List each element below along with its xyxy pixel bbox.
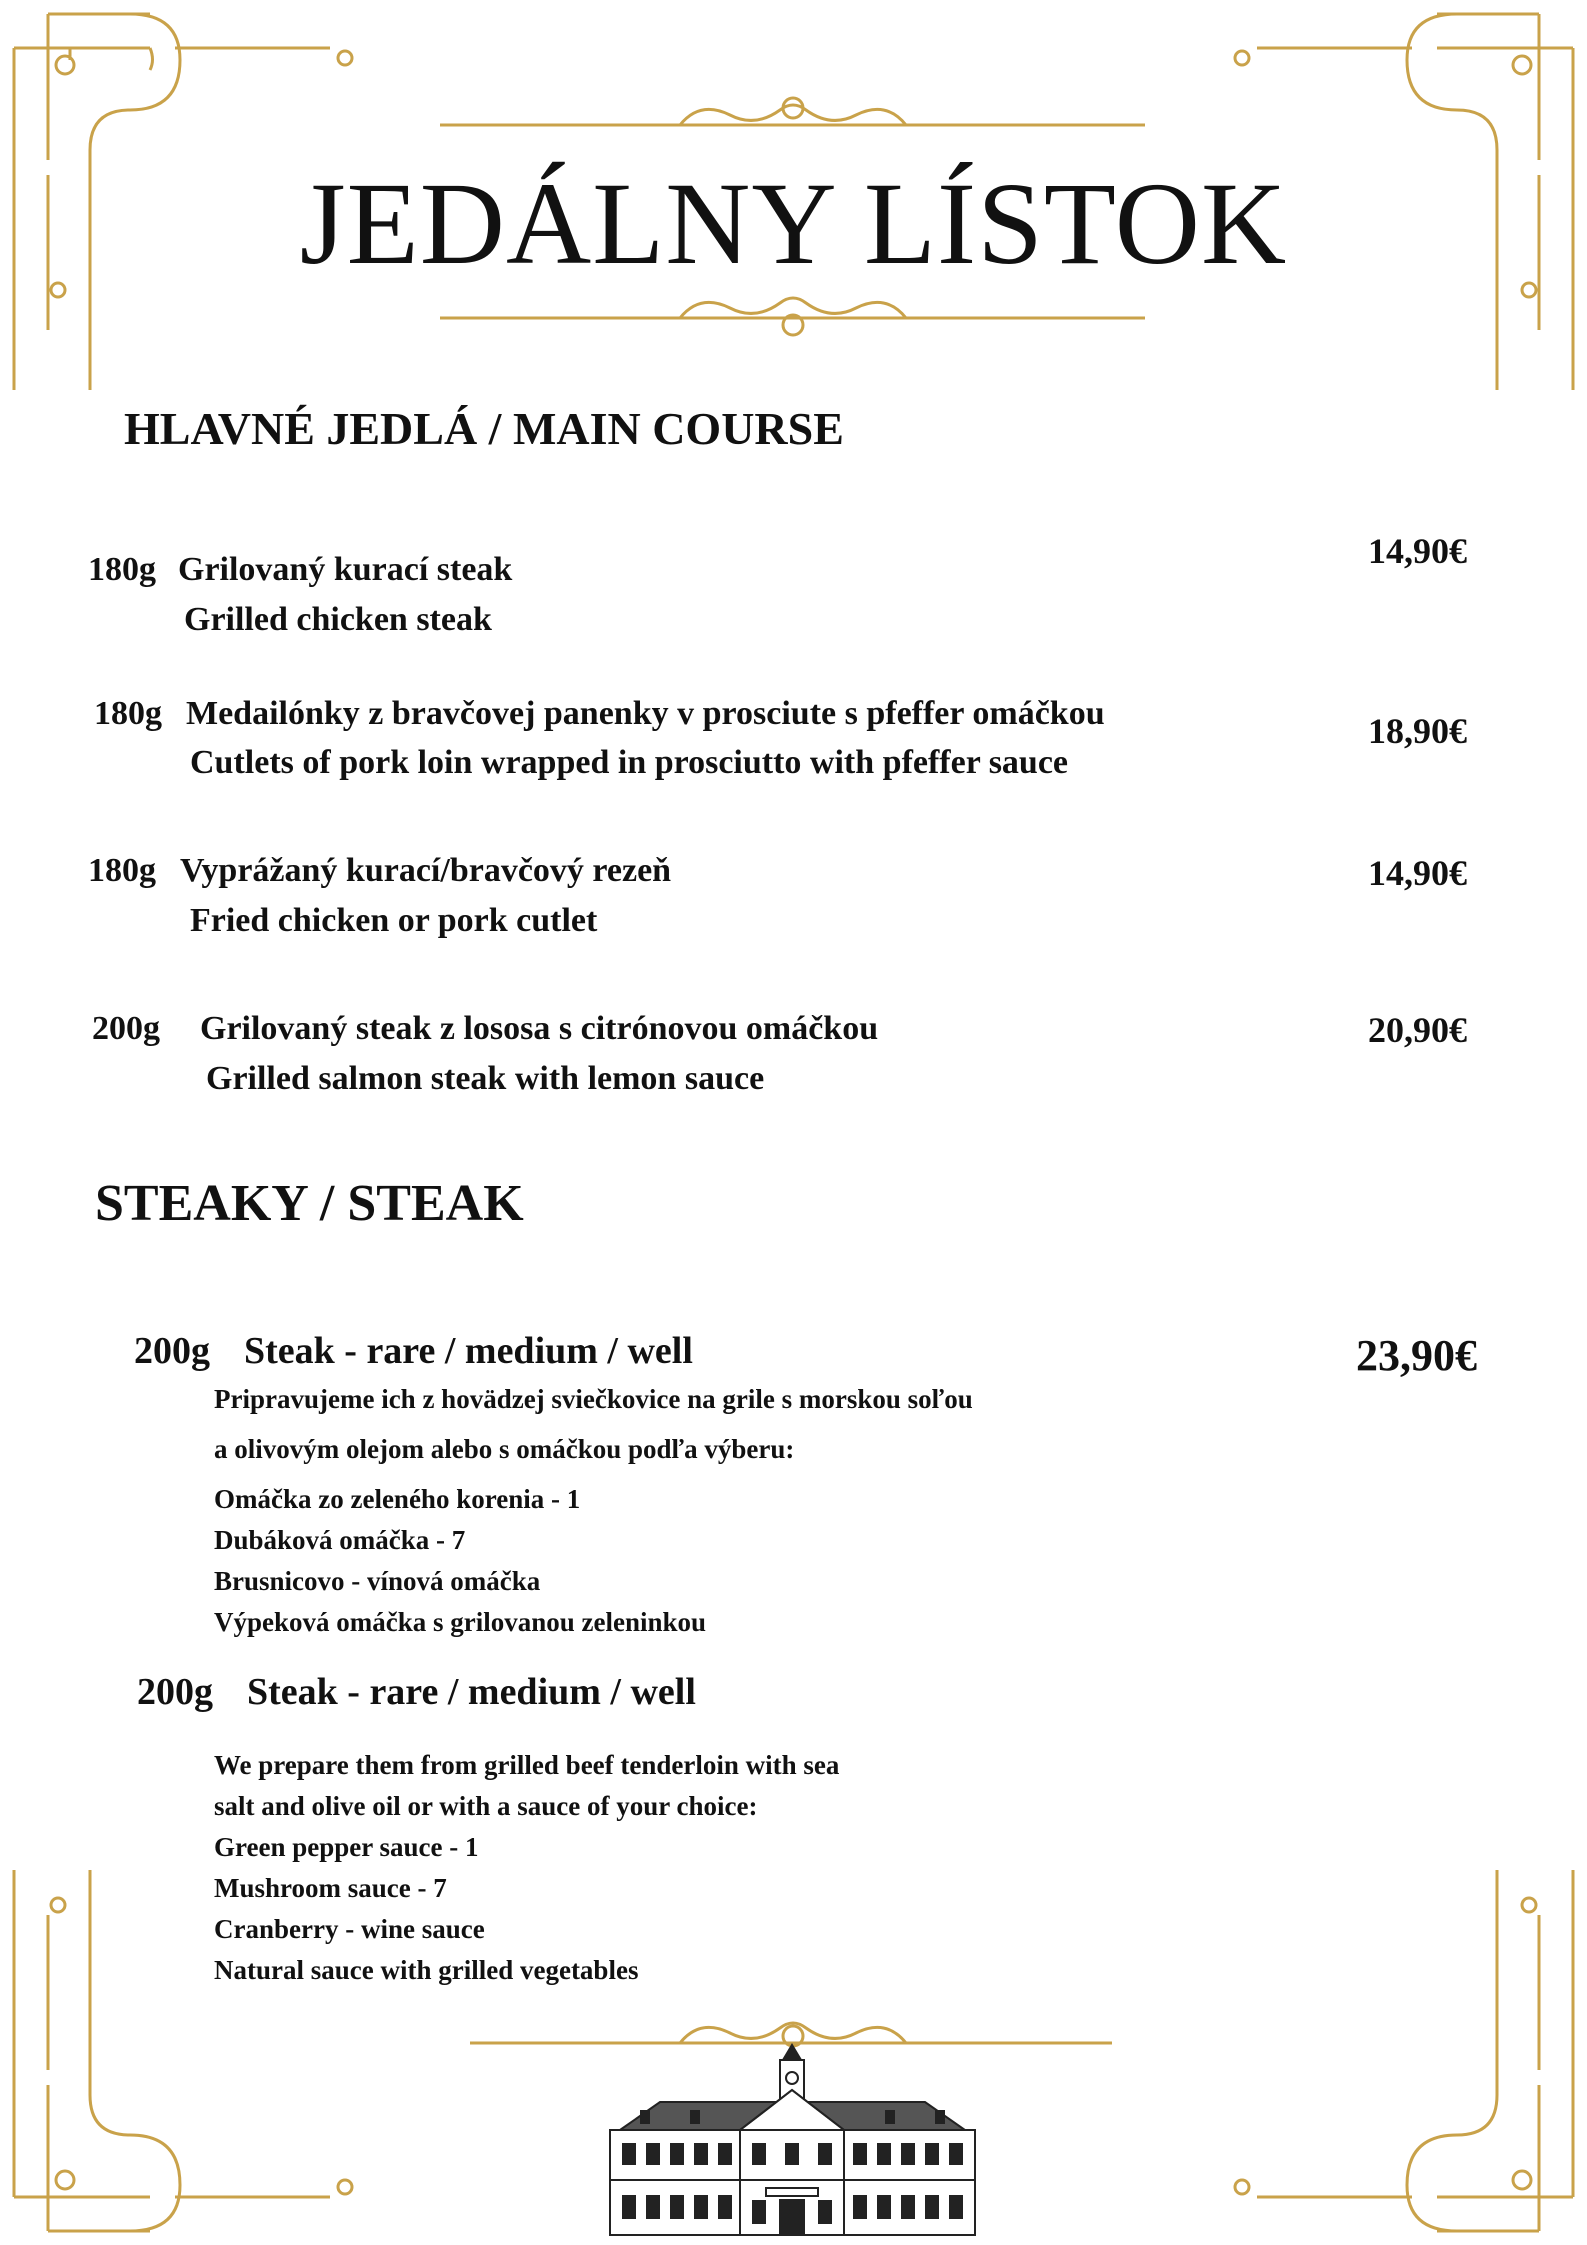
steak-name-sk: Steak - rare / medium / well <box>244 1330 693 1372</box>
steak-weight-en: 200g <box>137 1671 213 1713</box>
steak-sauce-line: Brusnicovo - vínová omáčka <box>214 1566 541 1596</box>
steak-sauce-line: Cranberry - wine sauce <box>214 1914 485 1944</box>
section-heading-steak: STEAKY / STEAK <box>95 1175 524 1232</box>
steak-name-en: Steak - rare / medium / well <box>247 1671 696 1713</box>
item-price: 14,90€ <box>1368 853 1467 893</box>
chateau-illustration-icon <box>600 2040 985 2240</box>
item-name-en: Grilled chicken steak <box>184 601 492 638</box>
steak-sauce-line: Výpeková omáčka s grilovanou zeleninkou <box>214 1607 707 1637</box>
steak-sauce-line: Mushroom sauce - 7 <box>214 1873 447 1903</box>
steak-sauce-line: Dubáková omáčka - 7 <box>214 1525 466 1555</box>
item-weight: 180g <box>88 852 156 889</box>
item-name-sk: Vyprážaný kurací/bravčový rezeň <box>180 852 672 889</box>
item-price: 14,90€ <box>1368 531 1467 571</box>
steak-sauce-line: Omáčka zo zeleného korenia - 1 <box>214 1484 581 1514</box>
steak-sauce-line: Green pepper sauce - 1 <box>214 1832 479 1862</box>
item-name-sk: Grilovaný kurací steak <box>178 551 513 588</box>
item-name-en: Fried chicken or pork cutlet <box>190 902 598 939</box>
item-price: 20,90€ <box>1368 1010 1467 1050</box>
steak-desc-line: salt and olive oil or with a sauce of your choice: <box>214 1791 758 1821</box>
steak-desc-line: We prepare them from grilled beef tenderloin with sea <box>214 1750 840 1780</box>
page-title: JEDÁLNY LÍSTOK <box>299 158 1288 289</box>
steak-desc-line: Pripravujeme ich z hovädzej sviečkovice na grile s morskou soľou <box>214 1384 973 1414</box>
section-heading-main-course: HLAVNÉ JEDLÁ / MAIN COURSE <box>124 403 844 454</box>
item-name-sk: Medailónky z bravčovej panenky v prosciute s pfeffer omáčkou <box>186 695 1105 732</box>
item-price: 18,90€ <box>1368 711 1467 751</box>
item-name-en: Grilled salmon steak with lemon sauce <box>206 1060 765 1097</box>
item-weight: 200g <box>92 1010 160 1047</box>
item-name-sk: Grilovaný steak z lososa s citrónovou omáčkou <box>200 1010 879 1047</box>
item-weight: 180g <box>94 695 162 732</box>
steak-weight-sk: 200g <box>134 1330 210 1372</box>
item-name-en: Cutlets of pork loin wrapped in prosciutto with pfeffer sauce <box>190 744 1069 781</box>
steak-price: 23,90€ <box>1356 1331 1477 1380</box>
steak-sauce-line: Natural sauce with grilled vegetables <box>214 1955 639 1985</box>
steak-desc-line: a olivovým olejom alebo s omáčkou podľa výberu: <box>214 1434 795 1464</box>
item-weight: 180g <box>88 551 156 588</box>
